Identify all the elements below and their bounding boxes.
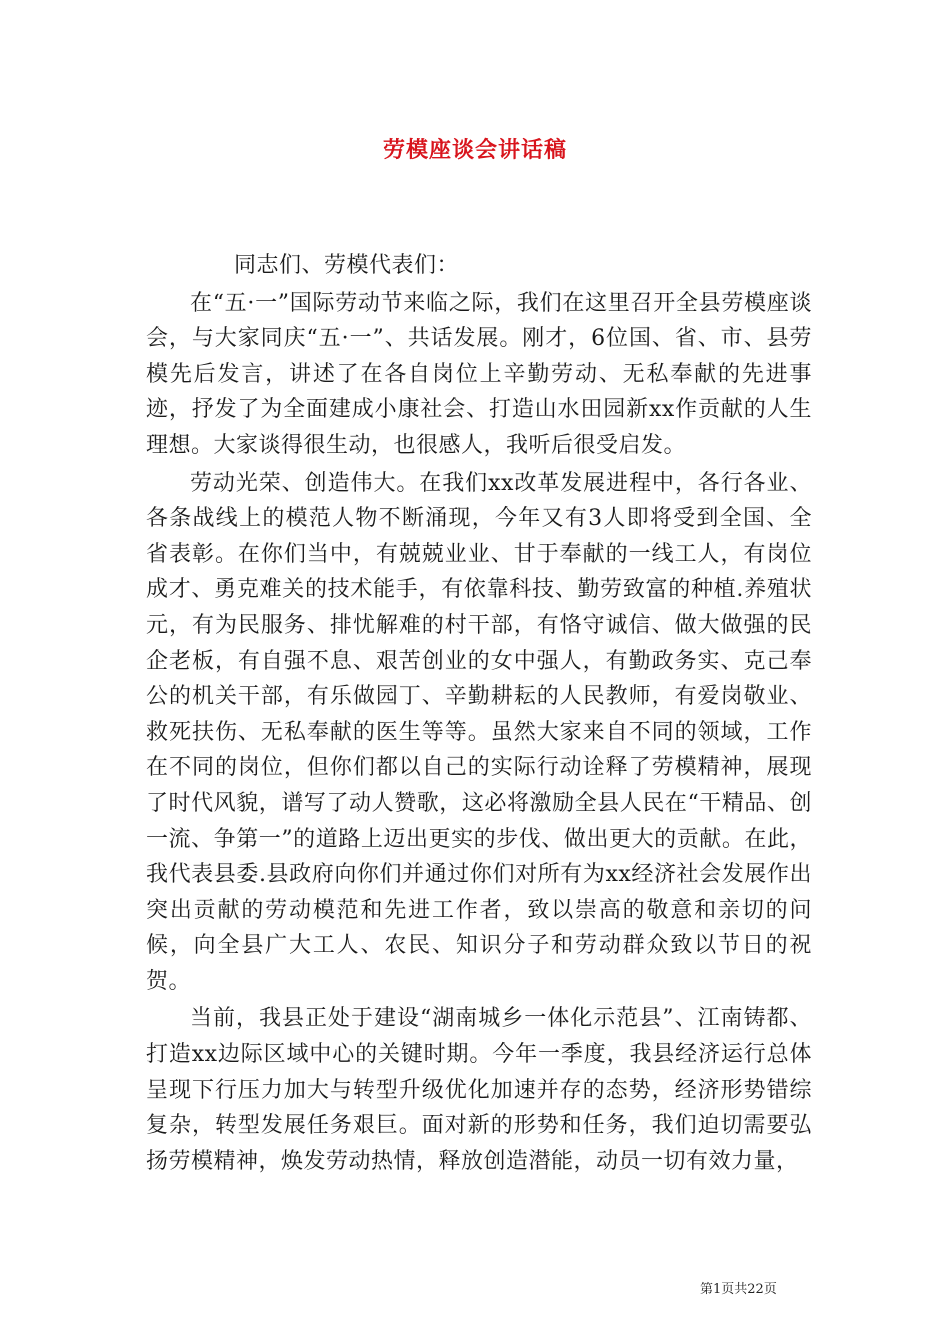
document-body (146, 248, 812, 1179)
salutation: 同志们、劳模代表们： (234, 253, 460, 278)
document-title: 劳模座谈会讲话稿 (382, 137, 567, 163)
page-number-footer: 第1页共22页 (700, 1282, 777, 1297)
paragraph: 当前，我县正处于建设“湖南城乡一体化示范县”、江南铸都、打造xx边际区域中心的关键时期。今年一季度，我县经济运行总体呈现下行压力加大与转型升级优化加速并存的态势，经济形势错综复杂，转型发展任务艰巨。面对新的形势和任务，我们迫切需要弘扬劳模精神，焕发劳动热情，释放创造潜能，动员一切有效力量， (146, 1006, 812, 1174)
paragraph: 在“五·一”国际劳动节来临之际，我们在这里召开全县劳模座谈会，与大家同庆“五·一”、共话发展。刚才，6位国、省、市、县劳模先后发言，讲述了在各自岗位上辛勤劳动、无私奉献的先进事迹，抒发了为全面建成小康社会、打造山水田园新xx作贡献的人生理想。大家谈得很生动，也很感人，我听后很受启发。 (146, 290, 812, 458)
paragraph: 劳动光荣、创造伟大。在我们xx改革发展进程中，各行各业、各条战线上的模范人物不断涌现，今年又有3人即将受到全国、全省表彰。在你们当中，有兢兢业业、甘于奉献的一线工人，有岗位成才、勇克难关的技术能手，有依靠科技、勤劳致富的种植.养殖状元，有为民服务、排忧解难的村干部，有恪守诚信、做大做强的民企老板，有自强不息、艰苦创业的女中强人，有勤政务实、克己奉公的机关干部，有乐做园丁、辛勤耕耘的人民教师，有爱岗敬业、救死扶伤、无私奉献的医生等等。虽然大家来自不同的领域，工作在不同的岗位，但你们都以自己的实际行动诠释了劳模精神，展现了时代风貌，谱写了动人赞歌，这必将激励全县人民在“干精品、创一流、争第一”的道路上迈出更实的步伐、做出更大的贡献。在此，我代表县委.县政府向你们并通过你们对所有为xx经济社会发展作出突出贡献的劳动模范和先进工作者，致以崇高的敬意和亲切的问候，向全县广大工人、农民、知识分子和劳动群众致以节日的祝贺。 (146, 470, 812, 994)
